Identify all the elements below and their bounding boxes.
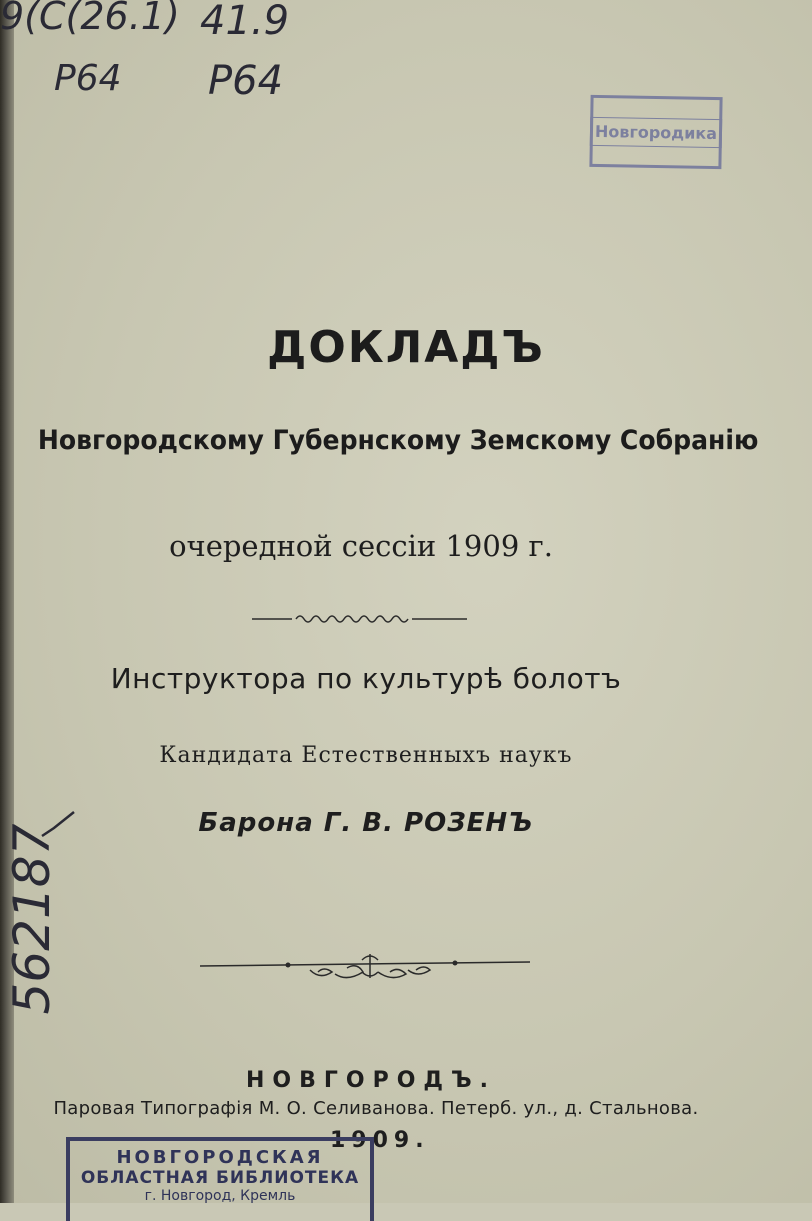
handwritten-classification-number: 41.9 — [200, 0, 290, 44]
document-addressee: Новгородскому Губернскому Земскому Собранію — [37, 425, 759, 456]
author-position: Инструктора по культурѣ болотъ — [110, 662, 622, 695]
document-title: ДОКЛАДЪ — [267, 322, 545, 373]
author-degree: Кандидата Естественныхъ наукъ — [159, 743, 573, 768]
session-line: очередной сессіи 1909 г. — [169, 529, 553, 563]
library-stamp-bottom — [66, 1137, 374, 1221]
stamp-text: Новгородика — [590, 116, 723, 147]
author-name: Барона Г. В. РОЗЕНЪ — [198, 808, 534, 838]
ornamental-rule-small — [252, 612, 472, 626]
stamp-line-2: ОБЛАСТНАЯ БИБЛИОТЕКА — [80, 1168, 360, 1188]
handwritten-shelf-mark-left: Р64 — [54, 58, 122, 99]
book-binding — [0, 0, 14, 1203]
library-stamp-top — [589, 95, 722, 169]
handwritten-inventory-number: 562187 — [3, 823, 61, 1015]
handwritten-classification-code: 9(С(26.1) — [0, 0, 180, 38]
printing-house: Паровая Типографія М. О. Селиванова. Петерб. ул., д. Стальнова. — [53, 1098, 699, 1119]
handwritten-shelf-mark-right: Р64 — [208, 58, 284, 104]
stamp-line-1: НОВГОРОДСКАЯ — [116, 1147, 324, 1168]
publication-city: НОВГОРОДЪ. — [245, 1068, 497, 1093]
stamp-line-3: г. Новгород, Кремль — [144, 1188, 296, 1204]
publication-year: 1909. — [330, 1128, 430, 1153]
ornamental-rule-large — [200, 948, 540, 984]
